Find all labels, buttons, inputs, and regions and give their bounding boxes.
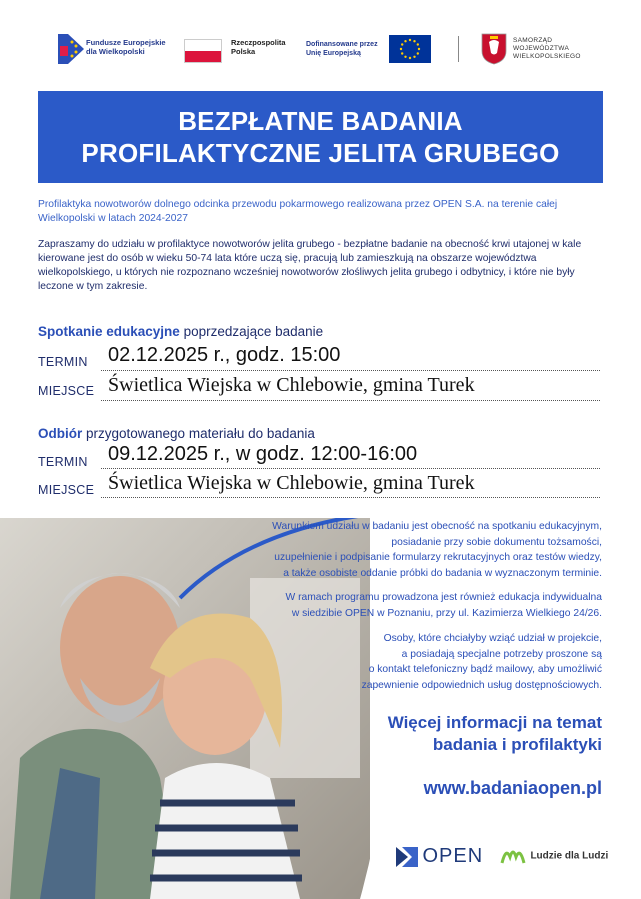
wielkopolska-coat-of-arms-icon	[481, 33, 507, 65]
pl-line1: Rzeczpospolita	[231, 38, 286, 47]
more-info-line1: Więcej informacji na temat	[387, 713, 602, 732]
pickup-termin-value: 09.12.2025 r., w godz. 12:00-16:00	[108, 443, 418, 465]
pickup-heading-rest: przygotowanego materiału do badania	[82, 426, 315, 441]
info-paragraph-3	[361, 631, 602, 693]
pl-logo-text	[231, 38, 286, 56]
open-logo-text: OPEN	[422, 845, 484, 867]
info-p3-line2: a posiadają specjalne potrzeby proszone są	[401, 648, 602, 660]
meeting-heading-bold: Spotkanie edukacyjne	[38, 324, 180, 339]
ludzie-dla-ludzi-text: Ludzie dla Ludzi	[530, 850, 609, 862]
intro-paragraph-2: Zapraszamy do udziału w profilaktyce nowotworów jelita grubego - bezpłatne badanie na obecność krwi utajonej w kale kierowane jest do osób w wieku 50-74 lata które uczą się, pracują lub zamieszkują na obszarze województwa wielkopolskiego, u których nie rozpoznano wcześniej nowotworów złośliwych jelita grubego i odbytnicy, i które nie były leczone w tym zakresie.	[38, 239, 582, 292]
meeting-termin-value: 02.12.2025 r., godz. 15:00	[108, 344, 341, 366]
fe-logo-text	[86, 38, 166, 56]
ludzie-dla-ludzi-logo	[500, 845, 608, 867]
open-logo-icon	[396, 847, 418, 867]
meeting-heading-rest: poprzedzające badanie	[179, 324, 324, 339]
pickup-miejsce-dotline	[101, 497, 600, 498]
eu-logo-text	[306, 40, 378, 58]
meeting-miejsce-dotline	[101, 400, 600, 401]
open-logo	[396, 845, 483, 868]
title-line1: BEZPŁATNE BADANIA	[178, 106, 463, 136]
logo-divider	[458, 36, 459, 62]
meeting-miejsce-label: MIEJSCE	[38, 384, 95, 398]
info-p1-line2: posiadanie przy sobie dokumentu tożsamości,	[391, 536, 602, 548]
more-info-line2: badania i profilaktyki	[432, 735, 602, 754]
info-p2-line1: W ramach programu prowadzona jest również edukacja indywidualna	[285, 592, 602, 603]
sw-logo-text	[513, 37, 581, 61]
pickup-miejsce-value: Świetlica Wiejska w Chlebowie, gmina Turek	[108, 472, 475, 494]
sw-line1: SAMORZĄD	[513, 37, 553, 44]
pl-line2: Polska	[231, 47, 256, 56]
sw-line2: WOJEWÓDZTWA	[513, 45, 570, 52]
title-banner	[38, 91, 603, 183]
pickup-termin-label: TERMIN	[38, 455, 88, 469]
info-paragraph-2	[285, 590, 602, 621]
more-info-heading	[340, 712, 602, 756]
eu-flag-icon	[389, 35, 431, 63]
website-link[interactable]: www.badaniaopen.pl	[423, 778, 602, 798]
fundusze-europejskie-icon	[58, 34, 84, 64]
eu-line2: Unię Europejską	[306, 50, 361, 57]
fe-line2: dla Wielkopolski	[86, 47, 145, 56]
info-p1-line3: uzupełnienie i podpisanie formularzy rekrutacyjnych oraz testów wiedzy,	[274, 552, 602, 563]
info-p2-line2: w siedzibie OPEN w Poznaniu, przy ul. Kazimierza Wielkiego 24/26.	[291, 607, 602, 619]
meeting-miejsce-value: Świetlica Wiejska w Chlebowie, gmina Turek	[108, 374, 475, 396]
title-line2: PROFILAKTYCZNE JELITA GRUBEGO	[81, 138, 560, 168]
meeting-termin-label: TERMIN	[38, 355, 88, 369]
pickup-heading	[38, 426, 315, 441]
eu-line1: Dofinansowane przez	[306, 41, 378, 48]
fe-line1: Fundusze Europejskie	[86, 38, 166, 47]
pickup-termin-dotline	[101, 468, 600, 469]
sw-line3: WIELKOPOLSKIEGO	[513, 53, 581, 60]
ludzie-dla-ludzi-icon	[500, 845, 526, 867]
intro-paragraph-1: Profilaktyka nowotworów dolnego odcinka przewodu pokarmowego realizowana przez OPEN S.A. na terenie całej Wielkopolski w latach 2024-2027	[38, 199, 558, 224]
poland-flag-icon	[184, 39, 222, 63]
info-paragraph-1	[272, 519, 602, 581]
info-p3-line4: zapewnienie odpowiednich usług dostępnościowych.	[361, 679, 602, 691]
pickup-heading-bold: Odbiór	[38, 426, 83, 441]
info-p3-line1: Osoby, które chciałyby wziąć udział w projekcie,	[383, 633, 602, 644]
logo-bar	[0, 30, 641, 80]
meeting-heading	[38, 324, 323, 339]
info-p3-line3: o kontakt telefoniczny bądź mailowy, aby umożliwić	[368, 664, 602, 675]
meeting-termin-dotline	[101, 370, 600, 371]
info-p1-line4: a także osobiste oddanie próbki do badania w wyznaczonym terminie.	[283, 567, 602, 579]
info-p1-line1: Warunkiem udziału w badaniu jest obecność na spotkaniu edukacyjnym,	[272, 521, 602, 532]
pickup-miejsce-label: MIEJSCE	[38, 483, 95, 497]
